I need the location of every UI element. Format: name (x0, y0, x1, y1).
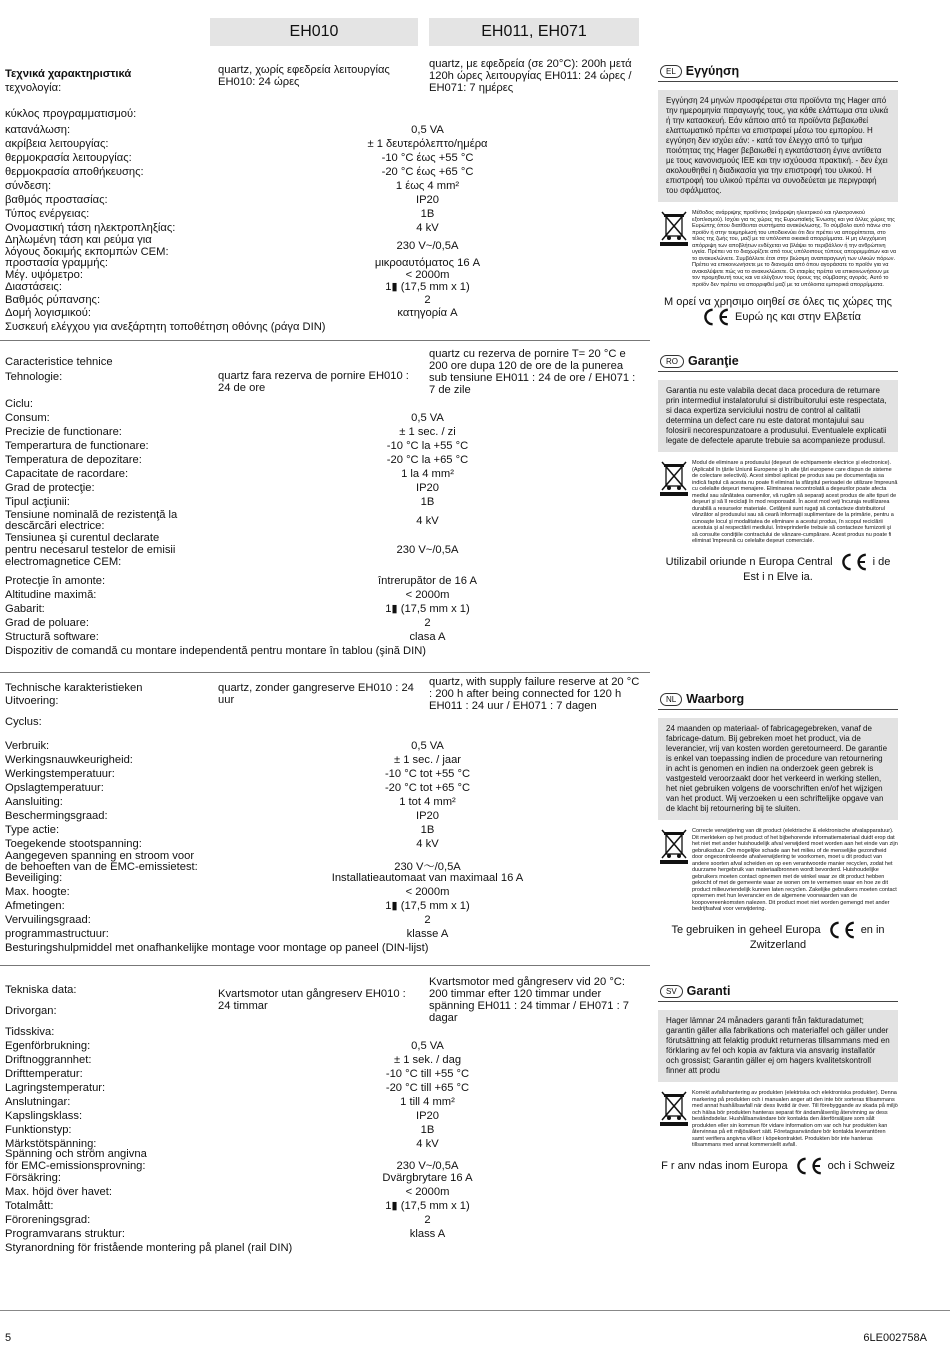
ce-mark-icon (825, 921, 857, 939)
spec-label: Kapslingsklass: (5, 1110, 83, 1122)
spec-value: 0,5 VA (411, 124, 444, 136)
warranty-text: Εγγύηση 24 μηνών προσφέρεται στα προϊόντα της Hager από την ημερομηνία παραγωγής τους, για κάθε ελάττωμα στα υλικά ή την κατασκευή. Εάν κάποιο από τα προϊόντα βεβαιωθεί ελαττωματικό πρέπει να επιστραφεί μέσω του εμπορίου. Η εγγύηση δεν ισχύει εάν: - κατά τον έλεγχο από το τμήμα ποιότητας της Hager βεβαιωθεί η εγκατάσταση έγινε αντίθετα με τους κανονισμούς IEE και την ισχύουσα πρακτική. - δεν έχει ακολουθηθεί η διαδικασία για την επιστροφή του υλικού. Η επιστροφή του υλικού πρέπει να συνοδεύεται με περιγραφή του σφάλματος. (658, 90, 898, 202)
spec-value: -10 °C la +55 °C (386, 440, 469, 452)
page-number: 5 (5, 1332, 12, 1344)
spec-value: clasa A (409, 631, 446, 643)
section-divider (0, 672, 650, 673)
spec-label: Συσκευή ελέγχου για ανεξάρτητη τοποθέτηση οθόνης (ράγα DIN) (5, 321, 326, 333)
spec-label: Protecţie în amonte: (5, 575, 106, 587)
spec-label: θερμοκρασία αποθήκευσης: (5, 166, 144, 178)
spec-value: 1 till 4 mm² (400, 1096, 455, 1108)
language-tag: EL (660, 65, 682, 78)
spec-label: Consum: (5, 412, 50, 424)
spec-label: Δομή λογισμικού: (5, 307, 91, 319)
spec-value: -10 °C tot +55 °C (384, 768, 471, 780)
spec-value: ± 1 sek. / dag (393, 1054, 462, 1066)
spec-value: ± 1 δευτερόλεπτο/ημέρα (367, 138, 488, 150)
spec-label: λόγους δοκιμής εκπομπών CEM: (5, 246, 169, 258)
spec-value: 2 (424, 1214, 431, 1226)
spec-value: μικροαυτόματος 16 A (374, 257, 481, 269)
spec-label: de behoeften van de EMC-emissietest: (5, 861, 198, 873)
spec-label: κατανάλωση: (5, 124, 71, 136)
spec-value: ± 1 sec. / jaar (393, 754, 462, 766)
spec-label: Structură software: (5, 631, 99, 643)
spec-label: Βαθμός ρύπανσης: (5, 294, 101, 306)
warranty-title: Waarborg (686, 692, 745, 706)
spec-label: Max. hoogte: (5, 886, 70, 898)
warranty-box (658, 690, 898, 951)
warranty-box (658, 62, 898, 326)
spec-label: electromagnetice CEM: (5, 556, 122, 568)
spec-value: 1 tot 4 mm² (399, 796, 456, 808)
spec-label: Temperatura de depozitare: (5, 454, 142, 466)
spec-value: 230 V~/0,5A (396, 240, 459, 252)
spec-label: Tehnologie: (5, 371, 63, 383)
eh011-eh071-technology: quartz, με εφεδρεία (σε 20°C): 200h μετά 120h ώρες λειτουργίας EH011: 24 ώρες / EH071: 7 ημέρες (429, 58, 632, 94)
spec-label: Temperartura de functionare: (5, 440, 149, 452)
eh011-eh071-technology: quartz cu rezerva de pornire T= 20 °C e 200 ore dupa 120 de ore de la punerea sub tensiune EH011 : 24 de ore / EH071 : 7 de zile (429, 348, 636, 396)
spec-value: IP20 (415, 810, 439, 822)
spec-label: Totalmått: (5, 1200, 54, 1212)
section-divider (0, 965, 650, 966)
spec-value: 1B (420, 208, 435, 220)
warranty-header (658, 62, 898, 82)
eh010-technology: quartz fara rezerva de pornire EH010 : 24 de ore (218, 370, 409, 394)
spec-value: IP20 (415, 1110, 439, 1122)
spec-value: < 2000m (405, 589, 450, 601)
spec-label: προστασία γραμμής: (5, 257, 108, 269)
spec-value: klass A (409, 1228, 446, 1240)
spec-value: -10 °C έως +55 °C (381, 152, 474, 164)
warranty-text: Hager lämnar 24 månaders garanti från fakturadatumet; garantin gäller alla fabrikations och materialfel och gäller under förutsättning att felaktig produkt returneras tillsammans med en förklaring av fel och kopia av faktura via ansvarig installatör och grossist; Garantin gäller ej om hagers kvalitetskontroll finner att produ (658, 1010, 898, 1082)
crossed-bin-icon (658, 460, 690, 496)
spec-label: Toegekende stootspanning: (5, 838, 142, 850)
spec-label: Beveiliging: (5, 872, 63, 884)
spec-label: Altitudine maximă: (5, 589, 97, 601)
spec-label: Tidsskiva: (5, 1026, 55, 1038)
spec-value: întrerupător de 16 A (378, 575, 477, 587)
eu-usage-note (658, 921, 898, 951)
spec-label: Besturingshulpmiddel met onafhankelijke montage voor montage op paneel (DIN-lijst) (5, 942, 429, 954)
eh011-eh071-technology: Kvartsmotor med gångreserv vid 20 °C: 200 timmar efter 120 timmar under spänning EH011 : 24 timmar / EH071 : 7 dagar (429, 976, 630, 1024)
spec-label: Cyclus: (5, 716, 42, 728)
eu-usage-line1: Μ ορεί να χρησιμο οιηθεί σε όλες τις χώρες της (664, 296, 892, 308)
spec-label: βαθμός προστασίας: (5, 194, 108, 206)
spec-value: 230 V〜/0,5A (394, 861, 461, 873)
spec-label: Gabarit: (5, 603, 45, 615)
eu-usage-line1: Te gebruiken in geheel Europa (671, 923, 821, 936)
spec-label: Ονομαστική τάση ηλεκτροπληξίας: (5, 222, 176, 234)
spec-label: Föroreningsgrad: (5, 1214, 91, 1226)
spec-label: Anslutningar: (5, 1096, 71, 1108)
spec-label: för EMC-emissionsprovning: (5, 1160, 146, 1172)
ce-mark-icon (837, 553, 869, 571)
crossed-bin-icon (658, 828, 690, 864)
spec-label: Opslagtemperatuur: (5, 782, 104, 794)
ce-mark-icon (699, 308, 731, 326)
eu-usage-line1: Utilizabil oriunde n Europa Central (665, 555, 833, 568)
eu-usage-note (658, 1157, 898, 1175)
spec-label: τεχνολογία: (5, 82, 62, 94)
spec-label: Spänning och ström angivna (5, 1148, 147, 1160)
language-tag: SV (660, 985, 683, 998)
eu-usage-line2: och i Schweiz (827, 1159, 895, 1172)
spec-label: Styranordning för fristående montering på planel (rail DIN) (5, 1242, 293, 1254)
spec-label: Afmetingen: (5, 900, 65, 912)
eu-usage-note (658, 296, 898, 326)
warranty-title: Garanţie (688, 354, 739, 368)
spec-value: Installatieautomaat van maximaal 16 A (331, 872, 524, 884)
section-divider (0, 340, 650, 341)
spec-label: Uitvoering: (5, 695, 59, 707)
spec-label: programmastructuur: (5, 928, 109, 940)
spec-value: Dvärgbrytare 16 A (382, 1172, 473, 1184)
spec-value: < 2000m (405, 1186, 450, 1198)
spec-value: 4 kV (416, 222, 439, 234)
spec-value: 1▮ (17,5 mm x 1) (385, 603, 470, 615)
warranty-title: Garanti (686, 984, 731, 998)
spec-value: 0,5 VA (411, 412, 444, 424)
spec-value: < 2000m (405, 269, 450, 281)
language-tag: RO (660, 355, 684, 368)
spec-label: Egenförbrukning: (5, 1040, 91, 1052)
eu-usage-line2: Ευρώ ης και στην Ελβετία (735, 310, 861, 323)
spec-value: 2 (424, 294, 431, 306)
column-header-eh010: EH010 (210, 18, 418, 46)
spec-label: descărcări electrice: (5, 520, 105, 532)
spec-label: Type actie: (5, 824, 60, 836)
spec-label: Driftnoggrannhet: (5, 1054, 92, 1066)
spec-label: Tensiunea şi curentul declarate (5, 532, 160, 544)
spec-label: Tensiune nominală de rezistenţă la (5, 509, 178, 521)
eu-usage-line1: F r anv ndas inom Europa (661, 1159, 788, 1172)
spec-label: Lagringstemperatur: (5, 1082, 106, 1094)
spec-value: 2 (424, 914, 431, 926)
warranty-header (658, 982, 898, 1002)
spec-value: klasse A (406, 928, 449, 940)
spec-value: -20 °C la +65 °C (386, 454, 469, 466)
spec-label: Grad de poluare: (5, 617, 89, 629)
warranty-box (658, 352, 898, 583)
spec-label: Beschermingsgraad: (5, 810, 108, 822)
spec-value: 1 la 4 mm² (401, 468, 454, 480)
spec-label: Aangegeven spanning en stroom voor (5, 850, 195, 862)
spec-label: Werkingsnauwkeurigheid: (5, 754, 133, 766)
spec-value: 1▮ (17,5 mm x 1) (385, 900, 470, 912)
eu-usage-line2: en in Zwitzerland (749, 923, 885, 951)
eu-usage-line2: i de Est i n Elve ia. (743, 555, 891, 583)
spec-label: Caracteristice tehnice (5, 356, 113, 368)
disposal-text: Korrekt avfallshantering av produkten (elektriska och elektroniska produkter). Denna markering på produkten och i manualen anger att den inte bör sorteras tillsammans med annat hushållsavfall när dess livstid är över. Till förebyggande av skada på miljö och hälsa bör produkten hanteras separat för ändamålsenlig återvinning av dess beståndsdelar. Hushållsanvändare bör kontakta den återförsäljare som sålt produkten eller sin kommun för vidare information om var och hur produkten kan återvinnas på ett miljösäkert sätt. Företagsanvändare bör kontakta leverantören samt verifiera angivna villkor i köpekontraktet. Produkten bör inte hanteras tillsammans med annat kommersiellt avfall. (692, 1090, 898, 1148)
spec-label: σύνδεση: (5, 180, 52, 192)
spec-label: ακρίβεια λειτουργίας: (5, 138, 109, 150)
spec-label: Tipul acţiunii: (5, 496, 70, 508)
spec-label: Försäkring: (5, 1172, 61, 1184)
warranty-header (658, 690, 898, 710)
footer-divider (0, 1310, 950, 1311)
eh010-technology: quartz, χωρίς εφεδρεία λειτουργίας EH010: 24 ώρες (218, 64, 390, 88)
spec-label: Capacitate de racordare: (5, 468, 129, 480)
spec-value: < 2000m (405, 886, 450, 898)
spec-value: 4 kV (416, 838, 439, 850)
warranty-text: Garantia nu este valabila decat daca procedura de returnare prin intermediul instalatorului si distribuitorului este respectata, si daca expertiza serviciului nostru de control al calitatii determina un defect care nu este datorat montajului sau folosirii necorespunzatoare a produsului. Eventualele explicatii legate de defectele aparute trebuie sa acompanieze produsul. (658, 380, 898, 452)
spec-value: 230 V~/0,5A (396, 1160, 459, 1172)
eh010-technology: quartz, zonder gangreserve EH010 : 24 uur (218, 682, 414, 706)
eh011-eh071-technology: quartz, with supply failure reserve at 20 °C : 200 h after being connected for 120 h EH011 : 24 uur / EH071 : 7 dagen (429, 676, 640, 712)
spec-value: -10 °C till +55 °C (385, 1068, 470, 1080)
warranty-header (658, 352, 898, 372)
spec-value: 1B (420, 1124, 435, 1136)
spec-label: Grad de protecţie: (5, 482, 95, 494)
disposal-notice (658, 1090, 898, 1149)
disposal-notice (658, 460, 898, 545)
spec-label: Μέγ. υψόμετρο: (5, 269, 83, 281)
spec-label: Ciclu: (5, 398, 33, 410)
spec-value: -20 °C tot +65 °C (384, 782, 471, 794)
spec-label: Vervuilingsgraad: (5, 914, 91, 926)
spec-value: 4 kV (416, 515, 439, 527)
spec-value: ± 1 sec. / zi (399, 426, 456, 438)
spec-label: Διαστάσεις: (5, 281, 62, 293)
spec-label: Τύπος ενέργειας: (5, 208, 90, 220)
spec-label: Τεχνικά χαρακτηριστικά (5, 68, 132, 80)
warranty-box (658, 982, 898, 1175)
spec-label: Werkingstemperatuur: (5, 768, 115, 780)
spec-value: IP20 (415, 194, 439, 206)
spec-value: 0,5 VA (411, 1040, 444, 1052)
eh010-technology: Kvartsmotor utan gångreserv EH010 : 24 timmar (218, 988, 406, 1012)
spec-value: 4 kV (416, 1138, 439, 1150)
spec-label: Dispozitiv de comandă cu montare independentă pentru montare în tablou (şină DIN) (5, 645, 427, 657)
disposal-notice (658, 210, 898, 288)
spec-value: 2 (424, 617, 431, 629)
spec-value: 0,5 VA (411, 740, 444, 752)
spec-value: 1B (420, 496, 435, 508)
spec-value: -20 °C till +65 °C (385, 1082, 470, 1094)
spec-value: 1B (420, 824, 435, 836)
spec-value: 1▮ (17,5 mm x 1) (385, 281, 470, 293)
disposal-notice (658, 828, 898, 913)
spec-value: 1 έως 4 mm² (395, 180, 460, 192)
spec-label: Precizie de functionare: (5, 426, 122, 438)
document-code: 6LE002758A (863, 1332, 927, 1344)
spec-value: 1▮ (17,5 mm x 1) (385, 1200, 470, 1212)
spec-label: Tekniska data: (5, 984, 77, 996)
warranty-text: 24 maanden op materiaal- of fabricagegebreken, vanaf de fabricage-datum. Bij gebreken moet het product, via de leverancier, vrij van kosten worden geretourneerd. De garantie is enkel van toepassing indien de procedure van retournering in acht is genomen en indien na onderzoek geen gebrek is vastgesteld veroorzaakt door het verkeerd in werking stellen, het niet gebruiken volgens de voorschriften en/of het wijzigen van het product. Wij verzoeken u een schriftelijke opgave van de klacht bij retournering bij te sluiten. (658, 718, 898, 820)
warranty-title: Εγγύηση (685, 64, 740, 78)
spec-label: Drivorgan: (5, 1005, 57, 1017)
spec-label: κύκλος προγραμματισμού: (5, 108, 137, 120)
spec-value: κατηγορία A (397, 307, 458, 319)
spec-value: 230 V~/0,5A (396, 544, 459, 556)
spec-label: Aansluiting: (5, 796, 63, 808)
spec-label: Drifttemperatur: (5, 1068, 83, 1080)
crossed-bin-icon (658, 1090, 690, 1126)
spec-label: Δηλωμένη τάση και ρεύμα για (5, 234, 152, 246)
crossed-bin-icon (658, 210, 690, 246)
disposal-text: Μέθοδος ανάρριψης προϊόντος (ανάρριψη ηλεκτρικού και ηλεκτρονικού εξοπλισμού). Ισχύει για τις χώρες της Ευρωπαϊκής Ένωσης και για άλλες χώρες της Ευρώπης όπου διατίθενται συστήματα ανακύκλωσης. Το σύμβολο αυτό πάνω στο προϊόν ή στην τεκμηρίωσή του υποδεικνύει ότι δεν πρέπει να απορρίπτεται, στο τέλος της ζωής του, μαζί με τα υπόλοιπα οικιακά απορρίμματα. Η μη ελεγχόμενη απόρριψη των αποβλήτων ενδέχεται να βλάψει το περιβάλλον ή την ανθρώπινη υγεία. Πρέπει να το διαχωρίζετε από τους υπόλοιπους τύπους απορριμμάτων και να το ανακυκλώνετε. Συμβάλλετε έτσι στην βιώσιμη αναπαραγωγή των υλικών πόρων. Πρέπει να επικοινωνήσετε με το διανομέα από όπου αγοράσατε το προϊόν για να ανακαλύψετε πώς να το ανακυκλώσετε. Οι εταιρίες πρέπει να επικοινωνήσουν με τον προμηθευτή τους και να ελέγξουν τους όρους της σύμβασης αγοράς. Αυτό το προϊόν δεν πρέπει να απορριφθεί μαζί με τα υπόλοιπα εμπορικά απορρίμματα. (692, 210, 897, 288)
spec-label: Märkstötspänning: (5, 1138, 97, 1150)
spec-value: IP20 (415, 482, 439, 494)
eu-usage-note (658, 553, 898, 583)
spec-label: θερμοκρασία λειτουργίας: (5, 152, 132, 164)
spec-value: -20 °C έως +65 °C (381, 166, 474, 178)
spec-label: pentru necesarul testelor de emisii (5, 544, 176, 556)
language-tag: NL (660, 693, 682, 706)
column-header-eh011-eh071: EH011, EH071 (429, 18, 639, 46)
spec-label: Verbruik: (5, 740, 50, 752)
disposal-text: Modul de eliminare a produsului (deşeuri de echipamente electrice şi electronice). (Aplicabil în ţările Uniunii Europene şi în alte ţări europene care dispun de sisteme de colectare selectivă). Acest simbol aplicat pe produs sau pe documentaţia sa indică faptul că acesta nu poate fi eliminat la sfârşitul perioadei de utilizare împreună cu celelalte deşeuri menajere. Eliminarea necontrolată a deşeurilor poate afecta mediul sau sănătatea oamenilor, vă rugăm să separaţi acest produs de alte tipuri de deşeuri şi să îl reciclaţi în mod responsabil. În acest mod veţi încuraja reutilizarea durabilă a resurselor materiale. Cetăţenii sunt rugaţi să contacteze distribuitorul vânzător al produsului sau să ceară informaţii suplimentare de la primărie, pentru a cunoaşte locul şi modalitatea de eliminare a acestui produs, în scopul reciclării acestuia şi al respectării mediului. Întreprinderile trebuie să contacteze furnizorii şi să consulte condiţiile contractului de vânzare-cumpărare. Acest produs nu poate fi eliminat împreună cu celelalte deşeuri comerciale. (692, 460, 898, 544)
disposal-text: Correcte verwijdering van dit product (elektrische & elektronische afvalapparatuur). Dit merkteken op het product of het bijbehorende informatiemateriaal duidt erop dat het niet met ander huishoudelijk afval verwijderd moet worden aan het einde van zijn gebruiksduur. Om mogelijke schade aan het milieu of de menselijke gezondheid door ongecontroleerde afvalverwijdering te voorkomen, moet u dit product van andere soorten afval scheiden en op een verantwoorde manier recyclen, zodat het duurzame hergebruik van materiaalbronnen wordt bevorderd. Huishoudelijke gebruikers moeten contact opnemen met de winkel waar ze dit product hebben gekocht of met de gemeente waar ze wonen om te vernemen waar en hoe ze dit product milieuvriendelijk kunnen laten recyclen. Zakelijke gebruikers moeten contact opnemen met hun leverancier en de algemene voorwaarden van de koopovereenkomsten nalezen. Dit product moet niet worden gemengd met ander bedrijfsafval voor verwijdering. (692, 828, 898, 912)
spec-label: Max. höjd över havet: (5, 1186, 112, 1198)
spec-label: Funktionstyp: (5, 1124, 72, 1136)
spec-label: Programvarans struktur: (5, 1228, 125, 1240)
spec-label: Technische karakteristieken (5, 682, 143, 694)
ce-mark-icon (792, 1157, 824, 1175)
